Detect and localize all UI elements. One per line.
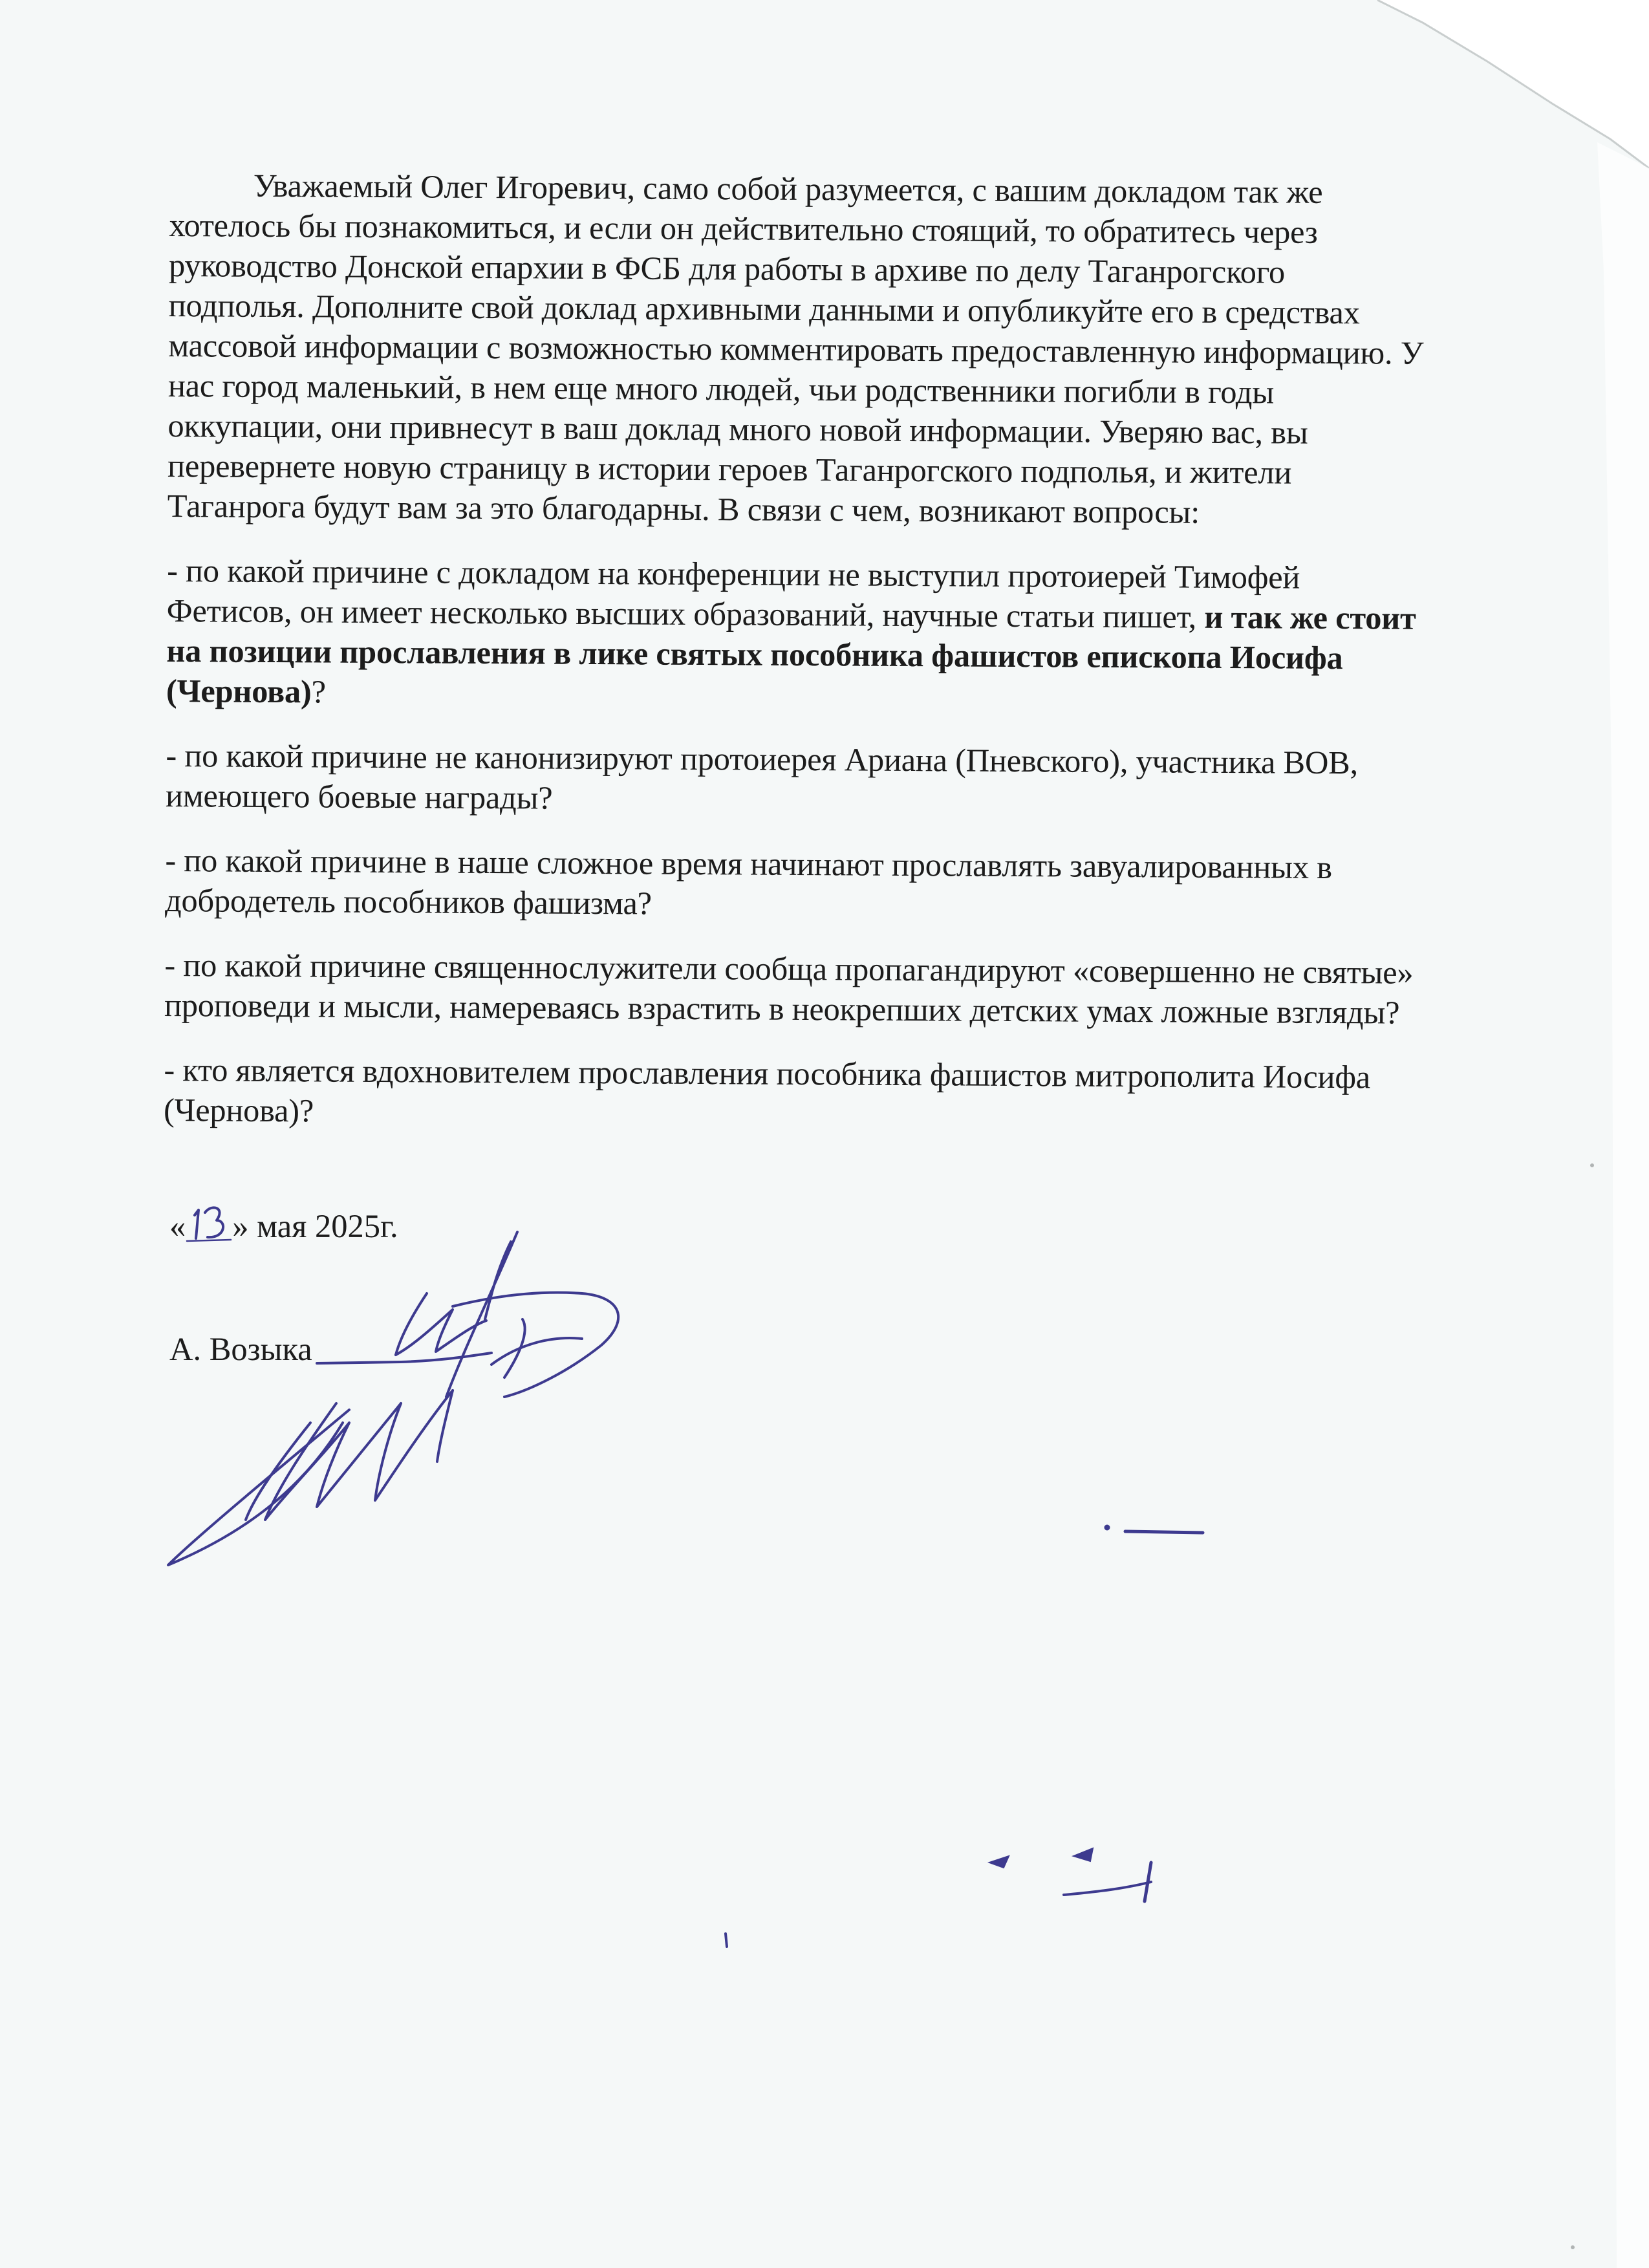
text-line: подполья. Дополните свой доклад архивными данными и опубликуйте его в средствах <box>168 286 1360 331</box>
date-text: мая 2025г. <box>248 1208 398 1244</box>
question-3 <box>165 840 1472 928</box>
question-5 <box>164 1050 1471 1138</box>
text-fragment: ? <box>311 673 326 710</box>
text-line: нас город маленький, в нем еще много людей, чьи родственники погибли в годы <box>167 367 1275 411</box>
text-line: - по какой причине священнослужители сообща пропагандируют «совершенно не святые» <box>164 946 1414 991</box>
text-line: массовой информации с возможностью комментировать предоставленную информацию. У <box>168 327 1424 371</box>
date-line <box>169 1206 398 1246</box>
date-close-quote: » <box>232 1208 249 1244</box>
text-line <box>166 671 1472 718</box>
bold-fragment: (Чернова) <box>166 672 312 710</box>
text-line: Таганрога будут вам за это благодарны. В связи с чем, возникают вопросы: <box>167 487 1200 530</box>
text-line: - по какой причине не канонизируют протоиерея Ариана (Пневского), участника ВОВ, <box>166 737 1359 781</box>
text-line: - по какой причине с докладом на конференции не выступил протоиерей Тимофей <box>166 552 1300 596</box>
bold-fragment: и так же стоит <box>1204 598 1416 636</box>
handwritten-day-ink <box>186 1201 232 1253</box>
text-line: проповеди и мысли, намереваясь взрастить в неокрепших детских умах ложные взгляды? <box>164 986 1400 1031</box>
text-line: - кто является вдохновителем прославления пособника фашистов митрополита Иосифа <box>164 1051 1371 1096</box>
author-line <box>169 1329 312 1369</box>
text-fragment: Фетисов, он имеет несколько высших образований, научные статьи пишет, <box>166 592 1205 635</box>
intro-paragraph <box>167 165 1476 534</box>
text-line: Уважаемый Олег Игоревич, само собой разумеется, с вашим докладом так же <box>253 167 1323 210</box>
text-line: - по какой причине в наше сложное время начинают прославлять завуалированных в <box>165 841 1332 886</box>
text-line: перевернете новую страницу в истории героев Таганрогского подполья, и жители <box>167 447 1292 491</box>
text-line: имеющего боевые награды? <box>165 777 553 816</box>
letter-body <box>164 165 1476 1162</box>
text-line: (Чернова)? <box>163 1091 314 1129</box>
text-line: руководство Донской епархии в ФСБ для работы в архиве по делу Таганрогского <box>168 246 1286 290</box>
text-line: добродетель пособников фашизма? <box>164 881 652 922</box>
question-1 <box>166 550 1473 718</box>
question-2 <box>166 735 1472 823</box>
handwritten-day <box>186 1206 232 1246</box>
question-4 <box>164 945 1471 1033</box>
text-line: оккупации, они привнесут в ваш доклад много новой информации. Уверяю вас, вы <box>167 407 1308 451</box>
date-open-quote: « <box>169 1208 186 1244</box>
bold-line: на позиции прославления в лике святых пособника фашистов епископа Иосифа <box>166 632 1343 676</box>
author-name: А. Возыка <box>169 1331 312 1367</box>
text-line: хотелось бы познакомиться, и если он действительно стоящий, то обратитесь через <box>169 206 1318 250</box>
